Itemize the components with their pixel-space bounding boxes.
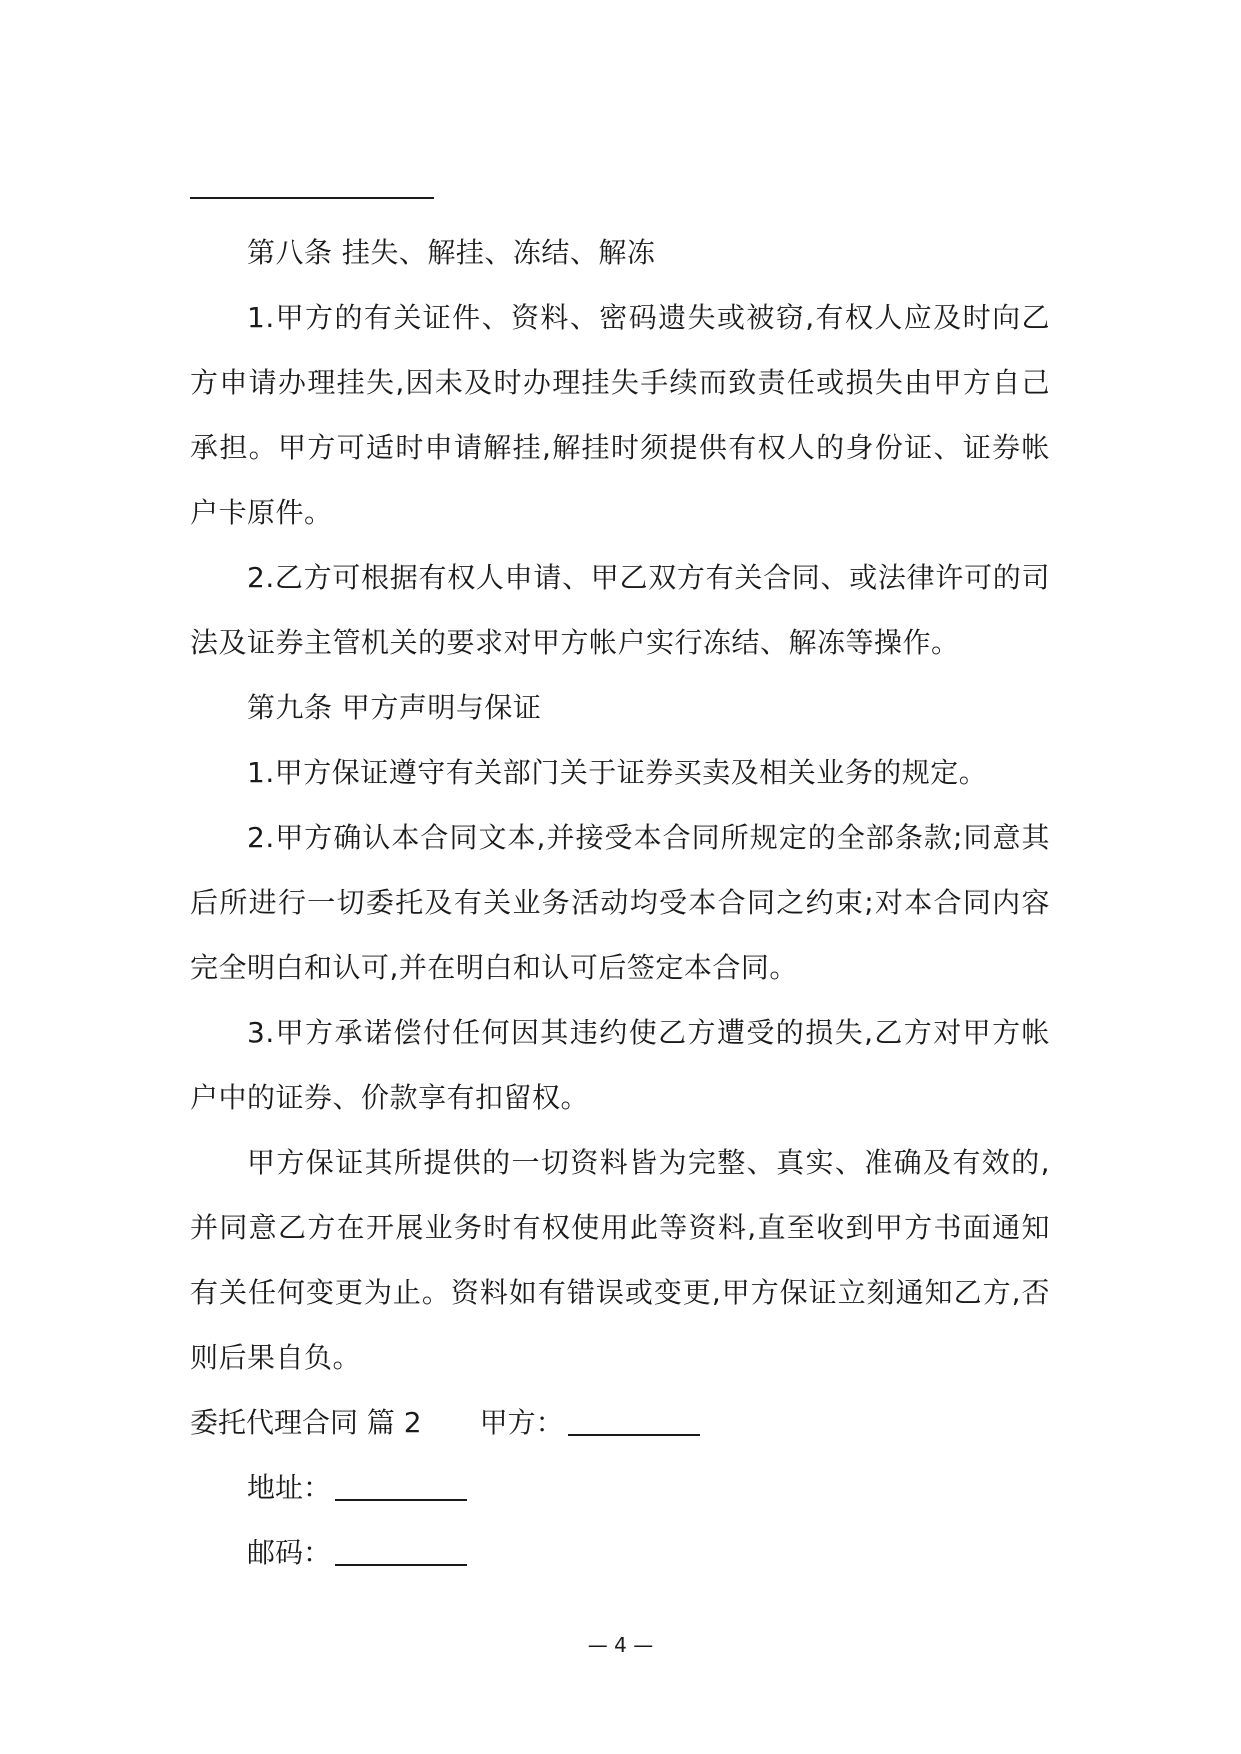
postcode-label: 邮码： <box>247 1536 332 1569</box>
top-underline-rule <box>190 197 434 199</box>
postcode-blank <box>335 1534 467 1566</box>
address-blank <box>335 1469 467 1501</box>
article-8-heading: 第八条 挂失、解挂、冻结、解冻 <box>247 236 656 269</box>
article-9-clause-3: 3.甲方承诺偿付任何因其违约使乙方遭受的损失,乙方对甲方帐户中的证券、价款享有扣留权。 <box>190 1016 1050 1114</box>
contract-title-line <box>190 1390 1050 1455</box>
article-9-clause-2: 2.甲方确认本合同文本,并接受本合同所规定的全部条款;同意其后所进行一切委托及有关业务活动均受本合同之约束;对本合同内容完全明白和认可,并在明白和认可后签定本合同。 <box>190 821 1050 984</box>
page-number: — 4 — <box>587 1633 654 1657</box>
article-8-clause-2: 2.乙方可根据有权人申请、甲乙双方有关合同、或法律许可的司法及证券主管机关的要求对甲方帐户实行冻结、解冻等操作。 <box>190 561 1050 659</box>
article-8-clause-1: 1.甲方的有关证件、资料、密码遗失或被窃,有权人应及时向乙方申请办理挂失,因未及时办理挂失手续而致责任或损失由甲方自己承担。甲方可适时申请解挂,解挂时须提供有权人的身份证、证券帐户卡原件。 <box>190 301 1050 529</box>
address-label: 地址： <box>247 1471 332 1504</box>
article-9-guarantee: 甲方保证其所提供的一切资料皆为完整、真实、准确及有效的,并同意乙方在开展业务时有权使用此等资料,直至收到甲方书面通知有关任何变更为止。资料如有错误或变更,甲方保证立刻通知乙方,否则后果自负。 <box>190 1146 1050 1374</box>
address-field-line <box>190 1455 1050 1520</box>
party-a-blank <box>568 1404 700 1436</box>
document-body <box>190 220 1050 1585</box>
article-9-heading: 第九条 甲方声明与保证 <box>247 691 542 724</box>
postcode-field-line <box>190 1520 1050 1585</box>
contract-title: 委托代理合同 篇 2 <box>190 1406 422 1439</box>
article-9-clause-1: 1.甲方保证遵守有关部门关于证券买卖及相关业务的规定。 <box>247 756 988 789</box>
party-a-label: 甲方： <box>479 1406 564 1439</box>
